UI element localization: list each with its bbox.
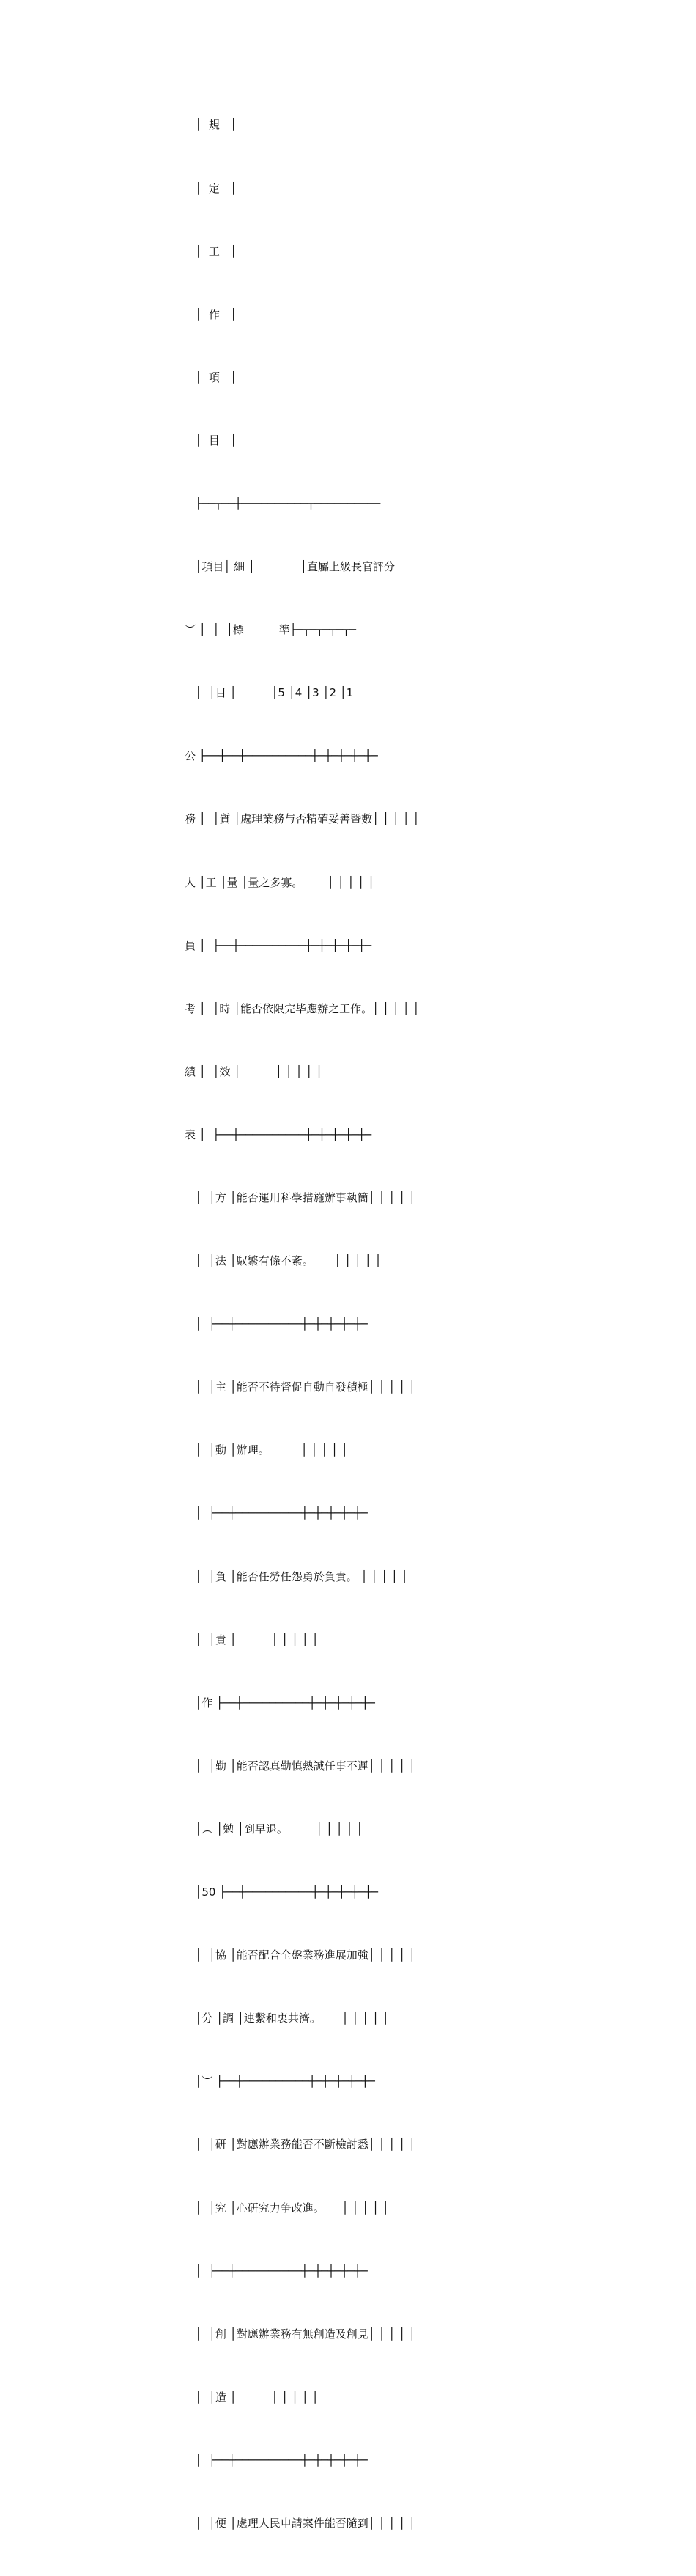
table-line: │ ├──┼──────────┼─┼─┼─┼─┼─ xyxy=(185,1506,368,1520)
table-line: │ 定 │ xyxy=(185,181,237,195)
table-line: ├──┬──┼──────────┬────────── xyxy=(185,496,381,510)
table-line: │ │究 │心研究力争改進。 │ │ │ │ │ xyxy=(185,2201,389,2215)
table-line: 員 │ ├──┼──────────┼─┼─┼─┼─┼─ xyxy=(185,938,372,952)
table-line: │ 規 │ xyxy=(185,118,237,132)
table-line: │ 目 │ xyxy=(185,433,237,447)
table-line: │ ├──┼──────────┼─┼─┼─┼─┼─ xyxy=(185,1317,368,1331)
table-line: 公 ├──┼──┼──────────┼─┼─┼─┼─┼─ xyxy=(185,749,378,763)
table-line: │ │研 │對應辦業務能否不斷檢討悉│ │ │ │ │ xyxy=(185,2138,415,2152)
table-line: │ 工 │ xyxy=(185,244,237,258)
table-line: 務 │ │質 │處理業務与否精確妥善暨數│ │ │ │ │ xyxy=(185,812,420,826)
table-line: │ │勤 │能否認真勤慎熱誠任事不遲│ │ │ │ │ xyxy=(185,1759,415,1773)
table-line: │ │主 │能否不待督促自動自發積極│ │ │ │ │ xyxy=(185,1380,415,1394)
table-line: │ │法 │馭繁有條不紊。 │ │ │ │ │ xyxy=(185,1254,382,1268)
table-line: │ │協 │能否配合全盤業務進展加強│ │ │ │ │ xyxy=(185,1948,415,1962)
table-line: │ │創 │對應辦業務有無創造及創見│ │ │ │ │ xyxy=(185,2327,415,2341)
table-line: │作 ├──┼──────────┼─┼─┼─┼─┼─ xyxy=(185,1696,375,1710)
table-header-line: ︶ │ │ │標 準├─┬─┬─┬─┬─ xyxy=(185,623,356,637)
table-line: 績 │ │效 │ │ │ │ │ │ xyxy=(185,1064,323,1078)
table-line: │ 作 │ xyxy=(185,307,237,321)
table-line: │分 │調 │連繫和衷共濟。 │ │ │ │ │ xyxy=(185,2012,389,2025)
table-header-line: │ │目 │ │5 │4 │3 │2 │1 xyxy=(185,686,354,700)
table-line: │ │動 │辦理。 │ │ │ │ │ xyxy=(185,1443,348,1457)
table-line: │︵ │勉 │到早退。 │ │ │ │ │ xyxy=(185,1822,363,1836)
table-line: │︶ ├──┼──────────┼─┼─┼─┼─┼─ xyxy=(185,2075,375,2089)
table-line: │ │便 │處理人民申請案件能否隨到│ │ │ │ │ xyxy=(185,2516,415,2530)
table-line: 表 │ ├──┼──────────┼─┼─┼─┼─┼─ xyxy=(185,1127,372,1141)
table-line: │ │方 │能否運用科學措施辦事執簡│ │ │ │ │ xyxy=(185,1191,415,1204)
table-line: 人 │工 │量 │量之多寡。 │ │ │ │ │ xyxy=(185,875,374,889)
table-line: │ │責 │ │ │ │ │ │ xyxy=(185,1633,319,1646)
table-line: │50 ├──┼──────────┼─┼─┼─┼─┼─ xyxy=(185,1885,378,1899)
table-line: │ │負 │能否任勞任怨勇於負責。 │ │ │ │ │ xyxy=(185,1569,408,1583)
table-header-line: │項目│ 細 │ │直屬上級長官評分 xyxy=(185,560,395,574)
evaluation-table-text xyxy=(185,73,419,2576)
table-line: 考 │ │時 │能否依限完毕應辦之工作。│ │ │ │ │ xyxy=(185,1001,420,1015)
table-line: │ │造 │ │ │ │ │ │ xyxy=(185,2390,319,2404)
table-line: │ ├──┼──────────┼─┼─┼─┼─┼─ xyxy=(185,2453,368,2467)
table-line: │ ├──┼──────────┼─┼─┼─┼─┼─ xyxy=(185,2264,368,2278)
table-line: │ 項 │ xyxy=(185,370,237,384)
